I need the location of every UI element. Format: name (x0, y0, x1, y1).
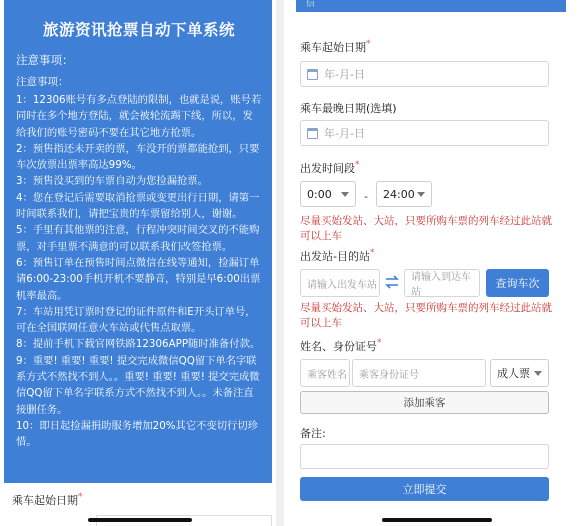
notice-panel (4, 0, 272, 483)
remark-label: 备注: (300, 427, 326, 440)
from-station-input[interactable] (300, 269, 380, 297)
calendar-icon (307, 128, 318, 139)
station-warning-1: 尽量买始发站、大站，只要所购车票的列车经过此站就可以上车 (300, 215, 552, 242)
chevron-down-icon (417, 192, 425, 197)
notice-subtitle: 注意事项： (16, 53, 74, 67)
passenger-name-placeholder: 乘客姓名 (307, 369, 347, 381)
system-title: 旅游资讯抢票自动下单系统 (42, 21, 235, 39)
required-mark: * (355, 160, 360, 170)
remark-input[interactable] (300, 444, 549, 469)
passenger-id-input[interactable] (352, 359, 486, 387)
notice-item-2: 2：预售指还未开卖的票，车没开的票都能抢到，只要车次放票出票率高达99%。 (16, 142, 260, 172)
passenger-label (300, 338, 382, 354)
start-date-label (300, 39, 371, 55)
time-to-select[interactable] (376, 181, 432, 207)
latest-date-label: 乘车最晚日期(选填) (300, 102, 397, 115)
notice-item-10: 10：即日起捡漏捐助服务增加20%其它不变切行切珍惜。 (16, 419, 258, 449)
swap-icon[interactable] (384, 274, 400, 290)
passenger-name-input[interactable] (300, 359, 350, 387)
notice-heading: 注意事项： (16, 76, 69, 88)
notice-item-4: 4：您在登记后需要取消抢票或变更出行日期，请第一时间联系我们，请把宝贵的车票留给别人，谢谢。 (16, 191, 260, 221)
submit-button[interactable]: 立即提交 (300, 477, 549, 501)
chevron-down-icon (534, 371, 542, 376)
time-range-label (300, 160, 360, 176)
notice-item-6: 6：预售订单在预售时间点微信在线等通知，捡漏订单请6:00-23:00手机开机不要静音，特别是早6:00出票机率最高。 (16, 256, 261, 302)
route-label (300, 248, 374, 264)
passenger-label-text: 姓名、身份证号 (300, 340, 377, 353)
time-from-value: 0:00 (307, 187, 332, 201)
start-date-label-text: 乘车起始日期 (300, 41, 366, 54)
passenger-id-placeholder: 乘客身份证号 (359, 369, 419, 381)
required-mark: * (78, 492, 83, 502)
time-range-label-text: 出发时间段 (300, 162, 355, 175)
to-station-input[interactable] (404, 269, 480, 297)
station-warning-2: 尽量买始发站、大站，只要所购车票的列车经过此站就可以上车 (300, 302, 552, 329)
notice-item-8: 8：提前手机下载官网铁路12306APP随时准备付款。 (16, 338, 261, 351)
calendar-icon (307, 69, 318, 80)
home-indicator (88, 518, 192, 522)
required-mark: * (369, 248, 375, 258)
left-start-date-label-text: 乘车起始日期 (12, 494, 78, 507)
notice-item-9: 9：重要! 重要! 重要! 提交完成微信QQ留下单名字联系方式不然找不到人。。重要! 重要! 重要! 提交完成微信QQ留下单名字联系方式不然找不到人。。未备注直接删任务。 (16, 354, 260, 416)
home-indicator (382, 518, 492, 522)
header-strip-text: 信 (306, 0, 316, 9)
screen-divider (276, 0, 284, 526)
time-from-select[interactable] (300, 181, 356, 207)
time-separator: - (364, 190, 368, 203)
to-station-placeholder: 请输入到达车站 (411, 272, 471, 298)
start-date-placeholder: 年-月-日 (324, 68, 365, 81)
ticket-type-select[interactable] (490, 359, 549, 387)
left-start-date-label (12, 492, 83, 508)
notice-item-5: 5：手里有其他票的注意，行程冲突时间交叉的不能购票，对手里票不满意的可以联系我们改签抢票。 (16, 224, 260, 253)
latest-date-placeholder: 年-月-日 (324, 127, 365, 140)
from-station-placeholder: 请输入出发车站 (307, 279, 377, 291)
time-to-value: 24:00 (383, 187, 415, 201)
start-date-input[interactable] (300, 61, 549, 87)
notice-item-3: 3：预售没买到的车票自动为您捡漏抢票。 (16, 175, 208, 188)
route-label-text: 出发站-目的站 (300, 250, 370, 263)
right-phone-screen (284, 0, 580, 526)
latest-date-input[interactable] (300, 120, 549, 146)
ticket-type-value: 成人票 (497, 367, 530, 380)
required-mark: * (366, 39, 371, 49)
chevron-down-icon (341, 192, 349, 197)
add-passenger-button[interactable]: 添加乘客 (300, 391, 549, 414)
search-trains-button[interactable]: 查询车次 (486, 269, 549, 297)
required-mark: * (377, 338, 382, 348)
notice-item-1: 1：12306账号有多点登陆的限制，也就是说，账号若同时在多个地方登陆，就会被轮流踢下线，所以，发给我们的账号密码不要在其它地方抢票。 (16, 94, 262, 139)
notice-item-7: 7：车站用凭订票时登记的证件原件和E开头订单号，可在全国联网任意火车站或代售点取票。 (16, 305, 256, 335)
header-strip (296, 0, 566, 12)
left-phone-screen (0, 0, 276, 526)
